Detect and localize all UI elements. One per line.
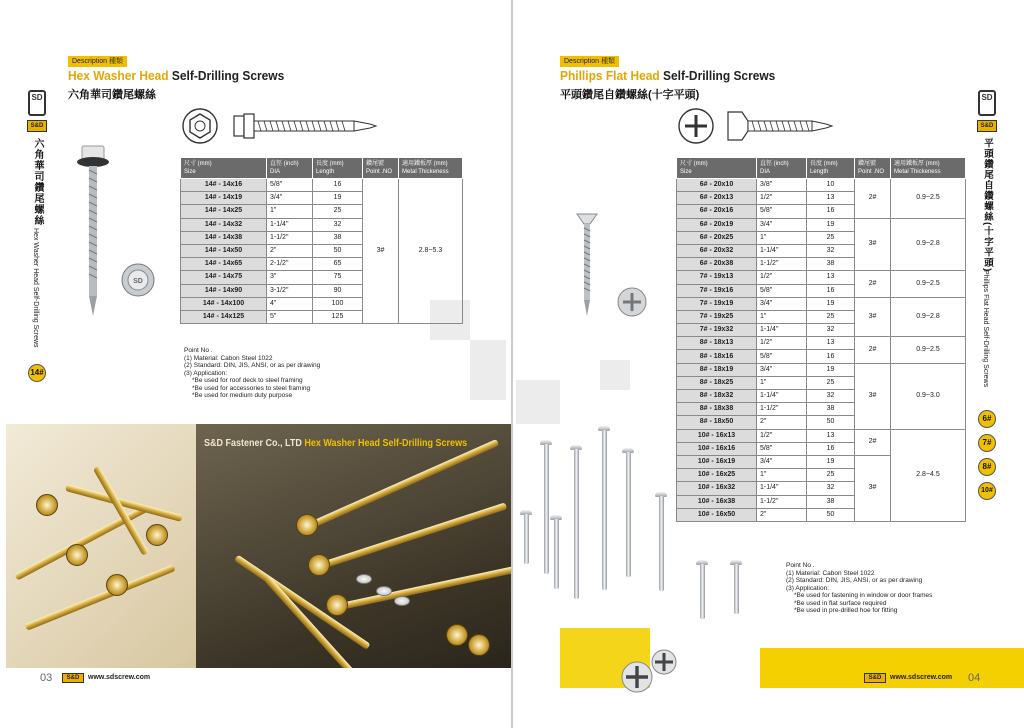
- length-cell: 32: [807, 324, 855, 337]
- size-cell: 10# - 16x50: [677, 508, 757, 521]
- size-cell: 8# - 18x19: [677, 363, 757, 376]
- dia-cell: 5/8": [267, 179, 313, 192]
- col-header-size: 尺寸 (mm) Size: [181, 158, 267, 179]
- col-header-length: 長度 (mm) Length: [807, 158, 855, 179]
- col-header-size: 尺寸 (mm) Size: [677, 158, 757, 179]
- col-header-point: 鑽尾號 Point .NO: [855, 158, 891, 179]
- length-cell: 25: [313, 205, 363, 218]
- size-cell: 8# - 18x13: [677, 337, 757, 350]
- thickness-cell: 0.9~2.8: [891, 297, 966, 337]
- page-title-zh-right: 平頭鑽尾自鑽螺絲(十字平頭): [560, 89, 700, 101]
- size-cell: 6# - 20x10: [677, 179, 757, 192]
- table-header-row: [677, 158, 966, 179]
- length-cell: 19: [313, 192, 363, 205]
- length-cell: 38: [807, 403, 855, 416]
- note-line: *Be used in pre-drilled hoe for fitting: [794, 607, 898, 614]
- dia-cell: 2-1/2": [267, 258, 313, 271]
- size-badge-10: 10#: [978, 482, 996, 500]
- size-cell: 8# - 18x16: [677, 350, 757, 363]
- length-cell: 16: [807, 284, 855, 297]
- dia-cell: 1/2": [757, 337, 807, 350]
- decor-block: [600, 360, 630, 390]
- length-cell: 10: [807, 179, 855, 192]
- length-cell: 16: [807, 350, 855, 363]
- sd-badge: S&D: [27, 120, 47, 132]
- thickness-cell: 0.9~3.0: [891, 363, 966, 429]
- dia-cell: 5/8": [757, 350, 807, 363]
- size-cell: 8# - 18x25: [677, 376, 757, 389]
- size-cell: 14# - 14x90: [181, 284, 267, 297]
- dia-cell: 3/4": [267, 192, 313, 205]
- length-cell: 38: [807, 258, 855, 271]
- phillips-head-closeup-icon: [620, 660, 654, 694]
- note-line: (1) Material: Cabon Steel 1022: [786, 569, 875, 577]
- size-cell: 8# - 18x32: [677, 390, 757, 403]
- length-cell: 19: [807, 363, 855, 376]
- dia-cell: 5": [267, 310, 313, 323]
- dia-cell: 1-1/2": [757, 495, 807, 508]
- page-title-right: [560, 68, 775, 83]
- page-title-zh: 六角華司鑽尾螺絲: [68, 89, 156, 101]
- phillips-screw-image: [576, 212, 598, 318]
- dia-cell: 1": [757, 469, 807, 482]
- hex-screws-photo-dark: [196, 424, 511, 668]
- length-cell: 13: [807, 429, 855, 442]
- thickness-cell: 0.9~2.8: [891, 218, 966, 271]
- length-cell: 32: [807, 482, 855, 495]
- page-number-right: 04: [968, 672, 981, 684]
- length-cell: 19: [807, 218, 855, 231]
- side-title-en-right: Phillips Flat Head Self-Drilling Screws: [982, 270, 989, 388]
- size-cell: 14# - 14x65: [181, 258, 267, 271]
- length-cell: 16: [807, 442, 855, 455]
- length-cell: 19: [807, 455, 855, 468]
- col-header-dia: 直徑 (inch) DIA: [267, 158, 313, 179]
- size-cell: 7# - 19x19: [677, 297, 757, 310]
- dia-cell: 1/2": [757, 429, 807, 442]
- sd-badge-right: S&D: [977, 120, 997, 132]
- dia-cell: 1-1/2": [757, 403, 807, 416]
- note-line: *Be used for accessories to steel framing: [192, 384, 311, 392]
- size-cell: 6# - 20x25: [677, 231, 757, 244]
- col-header-thickness: 適用鐵板厚 (mm) Metal Thickeness: [891, 158, 966, 179]
- phillips-head-top-view-icon: [676, 106, 716, 146]
- svg-text:SD: SD: [133, 278, 143, 285]
- description-tag: Description 種類: [68, 56, 127, 67]
- length-cell: 16: [807, 205, 855, 218]
- footer-url-right[interactable]: www.sdscrew.com: [890, 674, 953, 681]
- table-row: [677, 297, 966, 310]
- length-cell: 75: [313, 271, 363, 284]
- table-row: [677, 179, 966, 192]
- length-cell: 19: [807, 297, 855, 310]
- dia-cell: 1-1/4": [757, 324, 807, 337]
- point-no-cell: 3#: [855, 363, 891, 429]
- flat-screw-side-view-icon: [726, 110, 836, 142]
- dia-cell: 4": [267, 297, 313, 310]
- length-cell: 25: [807, 376, 855, 389]
- note-line: (3) Application:: [786, 584, 829, 592]
- dia-cell: 1-1/4": [757, 390, 807, 403]
- size-cell: 7# - 19x13: [677, 271, 757, 284]
- page-title: [68, 68, 284, 83]
- dia-cell: 3-1/2": [267, 284, 313, 297]
- banner-product: Hex Washer Head Self-Drilling Screws: [304, 438, 468, 449]
- note-line: Point No .: [786, 562, 815, 569]
- page-number-left: 03: [40, 672, 53, 684]
- note-line: *Be used for fastening in window or door frames: [794, 592, 933, 599]
- phillips-spec-table: [676, 157, 966, 522]
- thickness-cell: 0.9~2.5: [891, 179, 966, 219]
- col-header-dia: 直徑 (inch) DIA: [757, 158, 807, 179]
- dia-cell: 2": [757, 416, 807, 429]
- hex-screw-side-view-icon: [232, 112, 380, 140]
- table-row: [181, 179, 463, 192]
- length-cell: 32: [807, 390, 855, 403]
- point-no-cell: 3#: [855, 455, 891, 521]
- note-line: (1) Material: Cabon Steel 1022: [184, 354, 273, 362]
- point-no-cell: 2#: [855, 179, 891, 219]
- table-row: [677, 363, 966, 376]
- length-cell: 50: [313, 244, 363, 257]
- hex-washer-screw-image: [76, 140, 110, 320]
- size-badge-7: 7#: [978, 434, 996, 452]
- dia-cell: 1/2": [757, 271, 807, 284]
- length-cell: 13: [807, 271, 855, 284]
- size-cell: 10# - 16x25: [677, 469, 757, 482]
- size-cell: 7# - 19x32: [677, 324, 757, 337]
- size-cell: 14# - 14x75: [181, 271, 267, 284]
- title-highlight-right: Phillips Flat Head: [560, 68, 660, 83]
- length-cell: 65: [313, 258, 363, 271]
- dia-cell: 1": [757, 310, 807, 323]
- thickness-cell: 2.8~5.3: [399, 179, 463, 324]
- length-cell: 50: [807, 416, 855, 429]
- dia-cell: 1/2": [757, 192, 807, 205]
- thickness-cell: 2.8~4.5: [891, 429, 966, 521]
- point-no-cell: 2#: [855, 429, 891, 455]
- hex-head-photo-icon: [120, 262, 156, 298]
- thickness-cell: 0.9~2.5: [891, 337, 966, 363]
- dia-cell: 3/4": [757, 297, 807, 310]
- size-cell: 14# - 14x100: [181, 297, 267, 310]
- col-header-length: 長度 (mm) Length: [313, 158, 363, 179]
- hex-notes: [184, 347, 320, 400]
- point-no-cell: 3#: [855, 218, 891, 271]
- phillips-head-closeup-icon-2: [650, 648, 678, 676]
- size-cell: 14# - 14x32: [181, 218, 267, 231]
- dia-cell: 2": [267, 244, 313, 257]
- sd-logo-icon-right: SD: [978, 90, 996, 116]
- note-line: (2) Standard: DIN, JIS, ANSI, or as per drawing: [786, 577, 923, 584]
- col-header-thickness: 適用鐵板厚 (mm) Metal Thickeness: [399, 158, 463, 179]
- side-title-zh: 六角華司鑽尾螺絲: [32, 138, 43, 226]
- dia-cell: 3/4": [757, 363, 807, 376]
- note-line: *Be used for roof deck to steel framing: [192, 377, 303, 384]
- size-cell: 10# - 16x16: [677, 442, 757, 455]
- yellow-footer-band: [760, 648, 1024, 688]
- footer-url-left[interactable]: www.sdscrew.com: [88, 674, 151, 681]
- size-cell: 7# - 19x16: [677, 284, 757, 297]
- point-no-cell: 2#: [855, 337, 891, 363]
- dia-cell: 1-1/4": [757, 244, 807, 257]
- dia-cell: 5/8": [757, 442, 807, 455]
- size-cell: 10# - 16x32: [677, 482, 757, 495]
- length-cell: 25: [807, 469, 855, 482]
- table-row: [677, 337, 966, 350]
- size-cell: 14# - 14x50: [181, 244, 267, 257]
- size-cell: 6# - 20x19: [677, 218, 757, 231]
- dia-cell: 2": [757, 508, 807, 521]
- size-cell: 14# - 14x25: [181, 205, 267, 218]
- phillips-notes: [786, 562, 932, 615]
- thickness-cell: 0.9~2.5: [891, 271, 966, 297]
- note-line: (3) Application:: [184, 369, 227, 377]
- hex-head-top-view-icon: [180, 106, 220, 146]
- phillips-head-photo-icon: [616, 286, 648, 318]
- length-cell: 16: [313, 179, 363, 192]
- title-rest: Self-Drilling Screws: [168, 68, 285, 83]
- size-badge-14: 14#: [28, 364, 46, 382]
- size-cell: 10# - 16x38: [677, 495, 757, 508]
- length-cell: 32: [807, 244, 855, 257]
- dia-cell: 3/4": [757, 455, 807, 468]
- dia-cell: 1-1/2": [757, 258, 807, 271]
- table-row: [677, 271, 966, 284]
- dia-cell: 1-1/4": [757, 482, 807, 495]
- description-tag-right: Description 種類: [560, 56, 619, 67]
- size-badge-6: 6#: [978, 410, 996, 428]
- banner-company: S&D Fastener Co., LTD: [204, 438, 302, 449]
- length-cell: 32: [313, 218, 363, 231]
- title-highlight: Hex Washer Head: [68, 68, 169, 83]
- sd-logo-icon: SD: [28, 90, 46, 116]
- table-row: [677, 218, 966, 231]
- dia-cell: 5/8": [757, 284, 807, 297]
- length-cell: 50: [807, 508, 855, 521]
- size-cell: 8# - 18x38: [677, 403, 757, 416]
- note-line: *Be used in flat surface required: [794, 599, 887, 607]
- size-cell: 6# - 20x32: [677, 244, 757, 257]
- size-badge-8: 8#: [978, 458, 996, 476]
- col-header-point: 鑽尾號 Point .NO: [363, 158, 399, 179]
- size-cell: 7# - 19x25: [677, 310, 757, 323]
- size-cell: 14# - 14x125: [181, 310, 267, 323]
- size-cell: 6# - 20x38: [677, 258, 757, 271]
- size-cell: 6# - 20x16: [677, 205, 757, 218]
- side-title-zh-right: 平頭鑽尾自鑽螺絲(十字平頭): [982, 138, 993, 273]
- dia-cell: 3/4": [757, 218, 807, 231]
- size-cell: 14# - 14x16: [181, 179, 267, 192]
- hex-spec-table: [180, 157, 463, 324]
- side-title-en: Hex Washer Head Self-Drilling Screws: [32, 228, 39, 348]
- dia-cell: 3": [267, 271, 313, 284]
- size-cell: 8# - 18x50: [677, 416, 757, 429]
- dia-cell: 1": [757, 231, 807, 244]
- size-cell: 10# - 16x13: [677, 429, 757, 442]
- dia-cell: 1": [267, 205, 313, 218]
- note-line: Point No .: [184, 347, 213, 354]
- footer-badge-left: S&D: [62, 673, 84, 683]
- dia-cell: 1-1/2": [267, 231, 313, 244]
- size-cell: 14# - 14x19: [181, 192, 267, 205]
- table-header-row: [181, 158, 463, 179]
- size-cell: 6# - 20x13: [677, 192, 757, 205]
- size-cell: 10# - 16x19: [677, 455, 757, 468]
- dia-cell: 3/8": [757, 179, 807, 192]
- dia-cell: 5/8": [757, 205, 807, 218]
- note-line: (2) Standard: DIN, JIS, ANSI, or as per drawing: [184, 362, 321, 369]
- table-row: [677, 429, 966, 442]
- dia-cell: 1": [757, 376, 807, 389]
- size-cell: 14# - 14x38: [181, 231, 267, 244]
- decor-block: [470, 340, 506, 400]
- length-cell: 13: [807, 337, 855, 350]
- length-cell: 25: [807, 310, 855, 323]
- length-cell: 125: [313, 310, 363, 323]
- page-fold: [511, 0, 513, 728]
- dia-cell: 1-1/4": [267, 218, 313, 231]
- footer-badge-right: S&D: [864, 673, 886, 683]
- length-cell: 90: [313, 284, 363, 297]
- length-cell: 100: [313, 297, 363, 310]
- point-no-cell: 2#: [855, 271, 891, 297]
- length-cell: 38: [313, 231, 363, 244]
- decor-block: [516, 380, 560, 424]
- point-no-cell: 3#: [855, 297, 891, 337]
- title-rest-right: Self-Drilling Screws: [659, 68, 776, 83]
- length-cell: 38: [807, 495, 855, 508]
- note-line: *Be used for medium duty purpose: [192, 392, 293, 399]
- point-no-cell: 3#: [363, 179, 399, 324]
- banner-title: [204, 438, 467, 449]
- length-cell: 13: [807, 192, 855, 205]
- length-cell: 25: [807, 231, 855, 244]
